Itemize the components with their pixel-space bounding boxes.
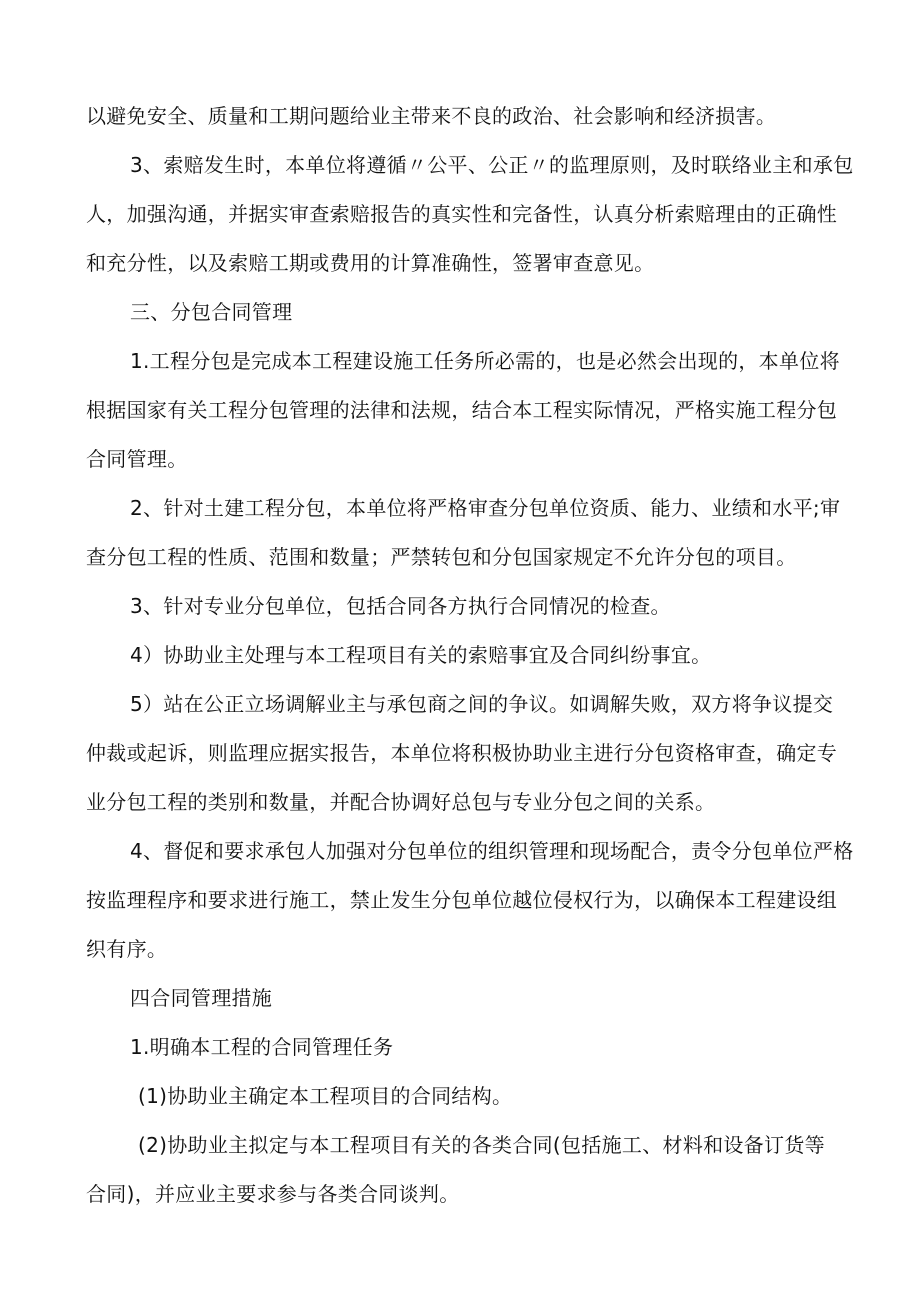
text-line: 按监理程序和要求进行施工，禁止发生分包单位越位侵权行为，以确保本工程建设组 <box>86 888 838 912</box>
text-line: 合同管理。 <box>86 447 188 471</box>
text-line: 织有序。 <box>86 937 168 961</box>
text-line: (2)协助业主拟定与本工程项目有关的各类合同(包括施工、材料和设备订货等 <box>138 1133 825 1157</box>
text-line: 5）站在公正立场调解业主与承包商之间的争议。如调解失败，双方将争议提交 <box>130 692 834 716</box>
subsection-heading: 1.明确本工程的合同管理任务 <box>130 1035 394 1059</box>
text-line: 根据国家有关工程分包管理的法律和法规，结合本工程实际情况，严格实施工程分包 <box>86 398 838 422</box>
text-line: 4）协助业主处理与本工程项目有关的索赔事宜及合同纠纷事宜。 <box>130 643 712 667</box>
section-heading: 四合同管理措施 <box>130 986 273 1010</box>
text-line: 1.工程分包是完成本工程建设施工任务所必需的，也是必然会出现的，本单位将 <box>130 349 840 373</box>
text-line: 3、索赔发生时，本单位将遵循〃公平、公正〃的监理原则，及时联络业主和承包 <box>130 153 854 177</box>
text-line: 和充分性，以及索赔工期或费用的计算准确性，签署审查意见。 <box>86 251 655 275</box>
text-line: 2、针对土建工程分包，本单位将严格审查分包单位资质、能力、业绩和水平;审 <box>130 496 841 520</box>
text-line: 以避免安全、质量和工期问题给业主带来不良的政治、社会影响和经济损害。 <box>86 104 777 128</box>
text-line: 仲裁或起诉，则监理应据实报告，本单位将积极协助业主进行分包资格审查，确定专 <box>86 741 838 765</box>
text-line: (1)协助业主确定本工程项目的合同结构。 <box>138 1084 513 1108</box>
text-line: 人，加强沟通，并据实审查索赔报告的真实性和完备性，认真分析索赔理由的正确性 <box>86 202 838 226</box>
text-line: 业分包工程的类别和数量，并配合协调好总包与专业分包之间的关系。 <box>86 790 716 814</box>
text-line: 3、针对专业分包单位，包括合同各方执行合同情况的检查。 <box>130 594 671 618</box>
text-line: 合同)，并应业主要求参与各类合同谈判。 <box>86 1182 460 1206</box>
section-heading: 三、分包合同管理 <box>130 300 293 324</box>
text-line: 查分包工程的性质、范围和数量；严禁转包和分包国家规定不允许分包的项目。 <box>86 545 797 569</box>
text-line: 4、督促和要求承包人加强对分包单位的组织管理和现场配合，责令分包单位严格 <box>130 839 854 863</box>
